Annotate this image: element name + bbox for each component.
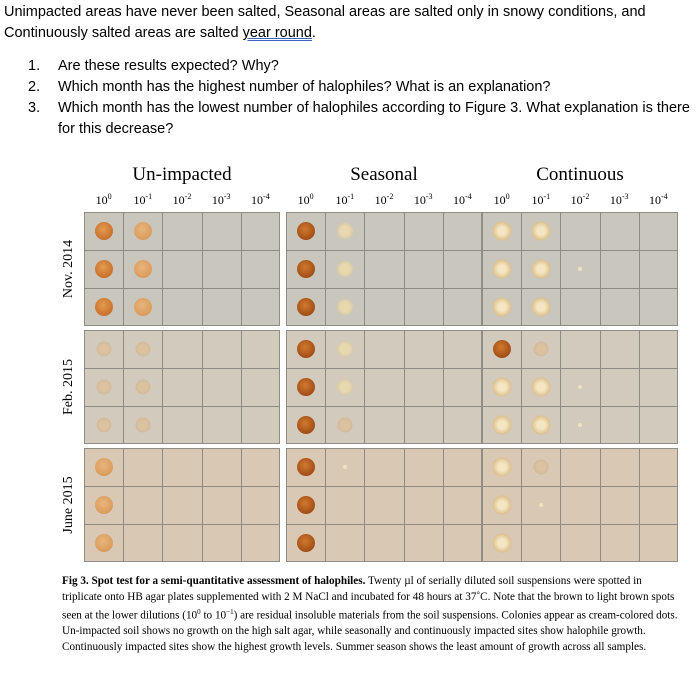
grid-line: [286, 524, 482, 525]
grid-line: [364, 330, 365, 444]
grid-line: [202, 212, 203, 326]
growth-spot: [297, 222, 315, 240]
month-label: [56, 448, 82, 562]
grid-line: [123, 330, 124, 444]
grid-line: [560, 212, 561, 326]
question-number: 3.: [28, 100, 41, 116]
month-text: Feb. 2015: [61, 359, 76, 415]
grid-line: [639, 330, 640, 444]
grid-line: [404, 330, 405, 444]
grid-line: [443, 448, 444, 562]
grid-line: [241, 212, 242, 326]
dilution-exponent: -1: [543, 192, 551, 201]
grid-line: [639, 448, 640, 562]
grid-line: [286, 368, 482, 369]
caption-text-2: to 10: [200, 609, 227, 622]
growth-spot: [492, 534, 511, 553]
dilution-label: $10^{-2}$: [172, 192, 192, 207]
grid-line: [84, 486, 280, 487]
grid-line: [443, 212, 444, 326]
month-text: June 2015: [61, 476, 76, 534]
growth-spot: [95, 534, 113, 552]
group-title: Un-impacted: [132, 164, 232, 185]
growth-spot: [531, 260, 550, 279]
growth-spot: [493, 340, 511, 358]
growth-spot: [533, 342, 548, 357]
dilution-label: $10^{-4}$: [251, 192, 270, 207]
grid-line: [123, 448, 124, 562]
grid-line: [84, 368, 280, 369]
growth-spot: [337, 418, 352, 433]
grid-line: [600, 448, 601, 562]
grid-line: [84, 406, 280, 407]
growth-spot: [533, 460, 548, 475]
growth-spot: [492, 222, 511, 241]
grid-line: [364, 212, 365, 326]
dilution-label: $10^{-3}$: [413, 192, 433, 207]
growth-spot: [135, 418, 150, 433]
grid-line: [162, 448, 163, 562]
dilution-exponent: -4: [263, 192, 270, 201]
grid-line: [84, 288, 280, 289]
caption-sup-1: 0: [197, 608, 201, 616]
dilution-exponent: -2: [386, 192, 394, 201]
grid-line: [600, 212, 601, 326]
caption-label: Fig 3. Spot test for a semi-quantitative assessment of halophiles.: [62, 575, 366, 587]
growth-spot: [531, 298, 550, 317]
growth-spot: [531, 222, 550, 241]
grid-line: [286, 250, 482, 251]
grid-line: [123, 212, 124, 326]
dilution-label: $10^{-4}$: [453, 192, 472, 207]
growth-spot: [492, 416, 511, 435]
growth-spot: [96, 380, 111, 395]
dilution-exponent: 0: [505, 192, 510, 201]
growth-spot: [134, 298, 152, 316]
caption-sup-2: −1: [226, 608, 234, 616]
growth-spot: [492, 298, 511, 317]
figure-caption: [62, 574, 678, 655]
group-title: Seasonal: [350, 164, 418, 185]
grid-line: [482, 524, 678, 525]
grid-line: [84, 250, 280, 251]
dilution-label: $10^0$: [493, 192, 510, 207]
caption-text-1: Twenty µl of serially diluted soil suspensions were spotted in triplicate onto HB agar plates supplemented with 2 M NaCl and incubated for 48 hours at 37˚C. Note that the brown to light brown spots seen at the lower dilutions (10: [62, 575, 675, 622]
dilution-exponent: 0: [107, 192, 112, 201]
grid-line: [521, 448, 522, 562]
grid-line: [521, 330, 522, 444]
question-list: [28, 56, 696, 140]
dilution-exponent: -2: [184, 192, 192, 201]
growth-spot: [337, 379, 353, 395]
grid-line: [560, 448, 561, 562]
dilution-exponent: -1: [145, 192, 153, 201]
agar-plate: [482, 448, 678, 562]
dilution-label: $10^{-2}$: [374, 192, 394, 207]
grid-line: [286, 486, 482, 487]
month-label: [56, 212, 82, 326]
dilution-label: $10^{-3}$: [609, 192, 629, 207]
grid-line: [325, 448, 326, 562]
growth-spot: [337, 341, 353, 357]
month-text: Nov. 2014: [61, 239, 76, 299]
dilution-exponent: -1: [347, 192, 355, 201]
grid-line: [162, 330, 163, 444]
colony-dot: [578, 267, 582, 271]
dilution-exponent: -4: [465, 192, 472, 201]
growth-spot: [95, 260, 113, 278]
colony-dot: [578, 385, 582, 389]
growth-spot: [95, 458, 113, 476]
growth-spot: [297, 496, 315, 514]
colony-dot: [539, 503, 543, 507]
grid-line: [325, 212, 326, 326]
grid-line: [325, 330, 326, 444]
grid-line: [404, 448, 405, 562]
agar-plate: [286, 448, 482, 562]
growth-spot: [95, 298, 113, 316]
dilution-label: $10^{-1}$: [531, 192, 551, 207]
question-number: 2.: [28, 79, 41, 95]
question-item: [28, 98, 696, 140]
question-text: Which month has the highest number of halophiles? What is an explanation?: [58, 79, 551, 95]
grid-line: [202, 330, 203, 444]
growth-spot: [96, 418, 111, 433]
grid-line: [521, 212, 522, 326]
growth-spot: [337, 261, 353, 277]
growth-spot: [297, 458, 315, 476]
growth-spot: [95, 496, 113, 514]
grid-line: [404, 212, 405, 326]
question-number: 1.: [28, 58, 41, 74]
dilution-label: $10^{-3}$: [211, 192, 231, 207]
growth-spot: [492, 496, 511, 515]
dilution-label: $10^{-1}$: [133, 192, 153, 207]
dilution-exponent: 0: [309, 192, 314, 201]
growth-spot: [531, 378, 550, 397]
growth-spot: [95, 222, 113, 240]
grid-line: [286, 406, 482, 407]
growth-spot: [297, 416, 315, 434]
growth-spot: [297, 378, 315, 396]
question-item: [28, 56, 696, 77]
grid-line: [482, 288, 678, 289]
grid-line: [202, 448, 203, 562]
intro-underlined: year round: [242, 25, 312, 41]
agar-plate: [286, 330, 482, 444]
dilution-exponent: -3: [621, 192, 629, 201]
grid-line: [443, 330, 444, 444]
caption-text-3: ) are residual insoluble materials from the soil suspensions. Colonies appear as cream-colored dots. Un-impacted soil shows no growth on the high salt agar, while seasonally and continuously impacted sites show halophile growth. Continuously impacted sites show the highest growth levels. Summer season shows the least amount of growth across all samples.: [62, 609, 678, 653]
grid-line: [286, 288, 482, 289]
growth-spot: [297, 534, 315, 552]
dilution-exponent: -4: [661, 192, 668, 201]
grid-line: [482, 368, 678, 369]
dilution-label: $10^{-4}$: [649, 192, 668, 207]
grid-line: [84, 524, 280, 525]
intro-text: Unimpacted areas have never been salted, Seasonal areas are salted only in snowy conditions, and Continuously salted areas are salted: [4, 4, 646, 41]
grid-line: [639, 212, 640, 326]
spot-test-figure: [56, 160, 680, 680]
agar-plate: [286, 212, 482, 326]
intro-paragraph: [4, 2, 696, 44]
growth-spot: [492, 458, 511, 477]
dilution-exponent: -3: [425, 192, 433, 201]
dilution-exponent: -3: [223, 192, 231, 201]
growth-spot: [297, 298, 315, 316]
grid-line: [364, 448, 365, 562]
grid-line: [241, 330, 242, 444]
growth-spot: [337, 223, 353, 239]
dilution-label: $10^{-2}$: [570, 192, 590, 207]
dilution-label: $10^0$: [297, 192, 314, 207]
agar-plate: [84, 448, 280, 562]
growth-spot: [531, 416, 550, 435]
agar-plate: [84, 212, 280, 326]
question-text: Which month has the lowest number of halophiles according to Figure 3. What explanation is there for this decrease?: [58, 100, 690, 137]
grid-line: [600, 330, 601, 444]
grid-line: [482, 486, 678, 487]
colony-dot: [578, 423, 582, 427]
growth-spot: [134, 222, 152, 240]
grid-line: [482, 250, 678, 251]
question-text: Are these results expected? Why?: [58, 58, 279, 74]
colony-dot: [343, 465, 347, 469]
grid-line: [162, 212, 163, 326]
question-item: [28, 77, 696, 98]
agar-plate: [84, 330, 280, 444]
growth-spot: [135, 380, 150, 395]
growth-spot: [135, 342, 150, 357]
growth-spot: [492, 378, 511, 397]
grid-line: [241, 448, 242, 562]
growth-spot: [297, 260, 315, 278]
growth-spot: [297, 340, 315, 358]
month-label: [56, 330, 82, 444]
growth-spot: [134, 260, 152, 278]
grid-line: [482, 406, 678, 407]
growth-spot: [337, 299, 353, 315]
dilution-label: $10^0$: [95, 192, 112, 207]
dilution-label: $10^{-1}$: [335, 192, 355, 207]
group-title: Continuous: [536, 164, 624, 185]
growth-spot: [492, 260, 511, 279]
intro-end: .: [311, 25, 316, 41]
grid-line: [560, 330, 561, 444]
growth-spot: [96, 342, 111, 357]
dilution-exponent: -2: [582, 192, 590, 201]
